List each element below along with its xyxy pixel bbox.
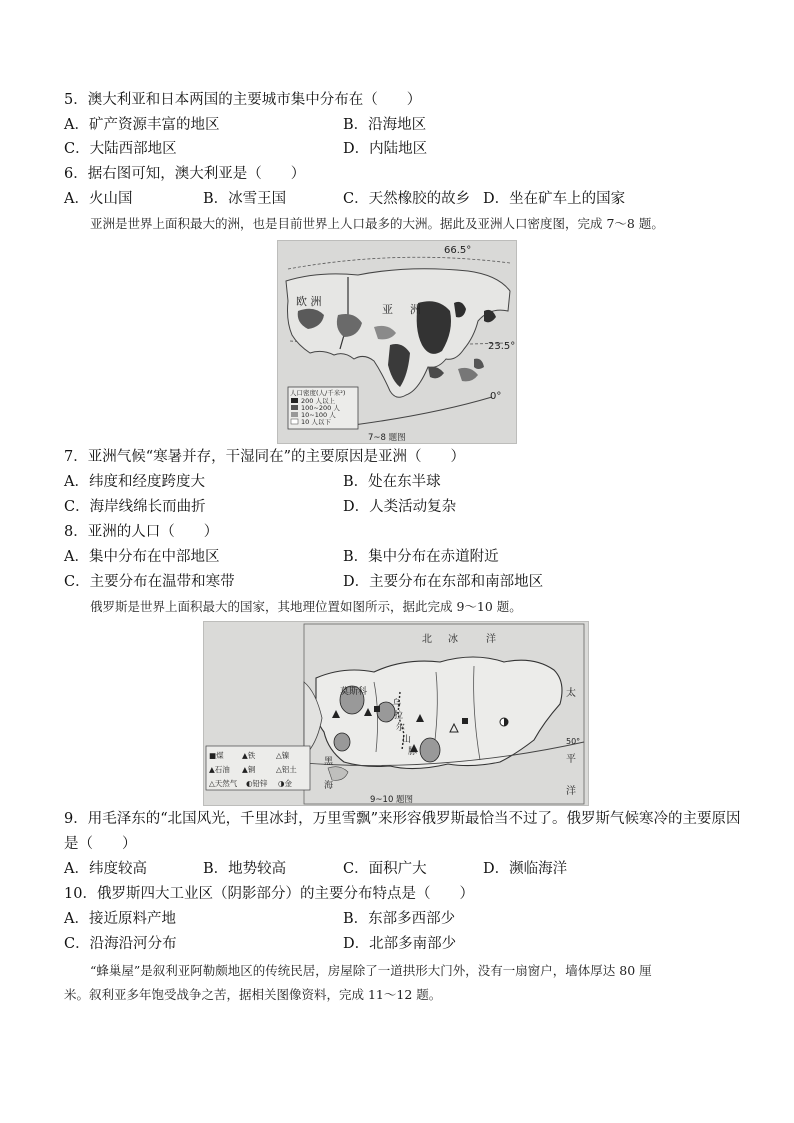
q6-option-a: A．火山国: [64, 191, 133, 207]
q8-option-c: C．主要分布在温带和寒带: [64, 574, 235, 590]
legend-iron: ▲铁: [242, 751, 256, 760]
q8-option-b: B．集中分布在赤道附近: [343, 549, 499, 565]
pacific-label-b: 平: [566, 754, 576, 765]
intro-11-12-line2: 米。叙利亚多年饱受战争之苦，据相关图像资料，完成 11～12 题。: [64, 987, 442, 1002]
moscow-label: 莫斯科: [340, 687, 368, 697]
ural-label-a: 乌: [392, 699, 402, 709]
legend-gold: ◑金: [278, 779, 293, 788]
asia-population-map: [277, 240, 517, 444]
q9-stem: 9．用毛泽东的“北国风光，千里冰封，万里雪飘”来形容俄罗斯最恰当不过了。俄罗斯气候寒冷的主要原因: [64, 811, 741, 827]
legend-item-1: 200 人以上: [301, 397, 335, 405]
q7-option-c: C．海岸线绵长而曲折: [64, 499, 206, 515]
q6-option-c: C．天然橡胶的故乡: [343, 191, 471, 207]
q9-option-c: C．面积广大: [343, 861, 427, 877]
q7-option-b: B．处在东半球: [343, 474, 441, 490]
q6-option-d: D．坐在矿车上的国家: [483, 191, 626, 207]
map1-caption: 7~8 题图: [368, 433, 406, 443]
q5-stem: 5．澳大利亚和日本两国的主要城市集中分布在（ ）: [64, 92, 422, 108]
q6-stem: 6．据右图可知，澳大利亚是（ ）: [64, 166, 306, 182]
legend-oil: ▲石油: [209, 765, 230, 774]
q10-option-a: A．接近原料产地: [64, 911, 176, 927]
legend-item-2: 100~200 人: [301, 404, 340, 412]
russia-map: [203, 621, 589, 806]
q9-stem-cont: 是（ ）: [64, 836, 137, 852]
ural-label-e: 脉: [408, 747, 418, 757]
q5-option-d: D．内陆地区: [343, 141, 428, 157]
map2-caption: 9~10 题图: [370, 795, 414, 805]
q9-option-a: A．纬度较高: [64, 861, 147, 877]
lat-0-label: 0°: [490, 391, 502, 402]
q8-option-d: D．主要分布在东部和南部地区: [343, 574, 544, 590]
q5-option-b: B．沿海地区: [343, 117, 427, 133]
europe-label: 欧 洲: [296, 295, 322, 308]
asia-label-b: 洲: [410, 303, 421, 316]
q8-option-a: A．集中分布在中部地区: [64, 549, 220, 565]
arctic-label-a: 北: [422, 634, 432, 645]
q6-option-b: B．冰雪王国: [203, 191, 287, 207]
lat-50-label: 50°: [566, 737, 581, 746]
lat-66-5-label: 66.5°: [444, 245, 472, 256]
black-sea-label-a: 黑: [324, 757, 334, 767]
q10-option-c: C．沿海沿河分布: [64, 936, 177, 952]
pacific-label-a: 太: [566, 688, 576, 699]
q5-option-a: A．矿产资源丰富的地区: [64, 117, 220, 133]
intro-7-8: 亚洲是世界上面积最大的洲，也是目前世界上人口最多的大洲。据此及亚洲人口密度图，完成 7～8 题。: [90, 216, 664, 231]
q7-option-a: A．纬度和经度跨度大: [64, 474, 205, 490]
intro-9-10: 俄罗斯是世界上面积最大的国家，其地理位置如图所示，据此完成 9～10 题。: [90, 599, 522, 614]
pacific-label-c: 洋: [566, 786, 576, 797]
q9-option-d: D．濒临海洋: [483, 861, 568, 877]
legend-copper: ▲铜: [242, 765, 256, 774]
q9-option-b: B．地势较高: [203, 861, 287, 877]
arctic-label-c: 洋: [486, 634, 496, 645]
legend-coal: ■煤: [209, 751, 224, 760]
q5-option-c: C．大陆西部地区: [64, 141, 177, 157]
q10-option-d: D．北部多南部少: [343, 936, 457, 952]
legend-bauxite: △铝土: [276, 765, 297, 774]
black-sea-label-b: 海: [324, 781, 334, 791]
q10-stem: 10．俄罗斯四大工业区（阴影部分）的主要分布特点是（ ）: [64, 886, 474, 902]
asia-label-a: 亚: [382, 303, 393, 316]
legend-item-3: 10~100 人: [301, 411, 336, 419]
legend-item-4: 10 人以下: [301, 418, 331, 426]
lat-23-5-label: 23.5°: [488, 341, 516, 352]
ural-label-b: 拉: [394, 711, 404, 721]
ural-label-c: 尔: [396, 723, 406, 733]
q7-stem: 7．亚洲气候“寒暑并存，干湿同在”的主要原因是亚洲（ ）: [64, 449, 466, 465]
legend-lead-zinc: ◐铅锌: [246, 779, 268, 788]
population-legend: [288, 387, 358, 429]
legend-gas: △天然气: [209, 779, 238, 788]
legend-title: 人口密度(人/千米²): [290, 389, 346, 397]
intro-11-12-line1: “蜂巢屋”是叙利亚阿勒颇地区的传统民居，房屋除了一道拱形大门外，没有一扇窗户，墙体厚达 80 厘: [90, 963, 652, 978]
q8-stem: 8．亚洲的人口（ ）: [64, 524, 219, 540]
legend-nickel: △镍: [276, 751, 290, 760]
arctic-label-b: 冰: [448, 634, 458, 645]
ural-label-d: 山: [402, 735, 412, 745]
q10-option-b: B．东部多西部少: [343, 911, 456, 927]
resource-legend: [206, 746, 310, 790]
q7-option-d: D．人类活动复杂: [343, 499, 457, 515]
